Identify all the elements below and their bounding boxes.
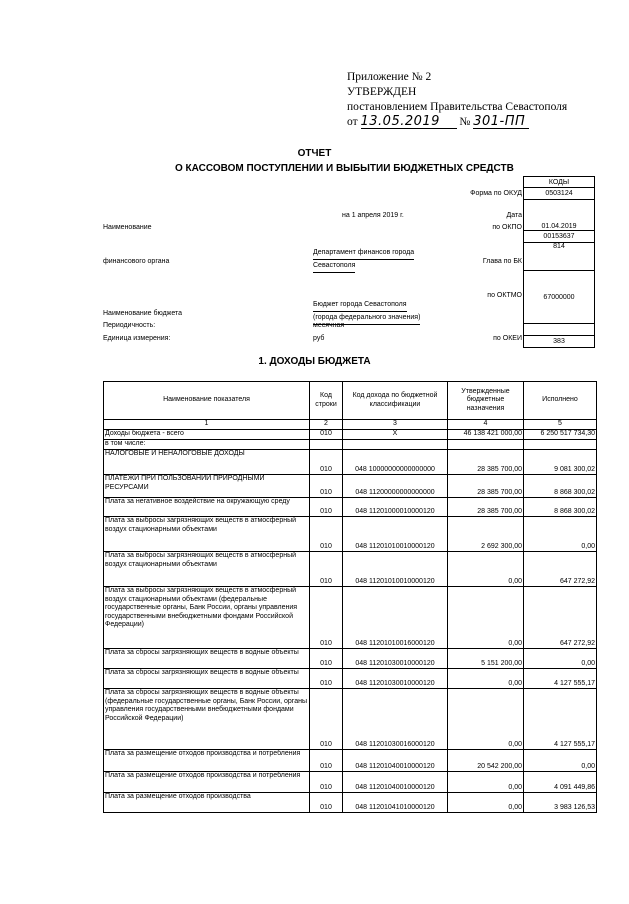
approval-date: 13.05.2019 <box>361 116 457 129</box>
row-line-code: 010 <box>310 498 343 517</box>
row-approved: 0,00 <box>448 552 524 587</box>
table-row <box>104 430 597 440</box>
row-executed: 9 081 300,02 <box>524 450 597 475</box>
header-cell: Код дохода по бюджетной классификации <box>343 382 448 420</box>
okei-code: 383 <box>524 336 595 348</box>
report-title: ОТЧЕТ <box>297 148 332 159</box>
row-line-code: 010 <box>310 689 343 750</box>
row-name: ПЛАТЕЖИ ПРИ ПОЛЬЗОВАНИИ ПРИРОДНЫМИ РЕСУРСАМИ <box>104 475 310 498</box>
row-income-code: 048 11201010016000120 <box>343 587 448 649</box>
row-approved: 0,00 <box>448 669 524 689</box>
oktmo-code: 67000000 <box>524 271 595 324</box>
row-executed: 3 983 126,53 <box>524 793 597 813</box>
table-header-row <box>104 382 597 420</box>
row-executed: 4 127 555,17 <box>524 689 597 750</box>
row-line-code: 010 <box>310 475 343 498</box>
table-row <box>104 587 597 649</box>
period-code <box>524 324 595 336</box>
row-line-code: 010 <box>310 552 343 587</box>
table-row <box>104 498 597 517</box>
period-label: Периодичность: <box>103 322 156 329</box>
header-cell: Исполнено <box>524 382 597 420</box>
fin-org-name: Департамент финансов города Севастополя <box>313 247 414 273</box>
row-name: НАЛОГОВЫЕ И НЕНАЛОГОВЫЕ ДОХОДЫ <box>104 450 310 475</box>
row-income-code: 048 11200000000000000 <box>343 475 448 498</box>
row-line-code: 010 <box>310 772 343 793</box>
table-row <box>104 793 597 813</box>
table-row <box>104 517 597 552</box>
row-approved: 0,00 <box>448 587 524 649</box>
row-approved: 5 151 200,00 <box>448 649 524 669</box>
table-row <box>104 649 597 669</box>
codes-table <box>523 176 595 348</box>
date-code: 01.04.2019 <box>524 200 595 231</box>
col-number: 1 <box>104 420 310 430</box>
row-executed: 4 127 555,17 <box>524 669 597 689</box>
table-row <box>104 450 597 475</box>
row-line-code: 010 <box>310 587 343 649</box>
okpo-code: 00153637 <box>524 231 595 243</box>
row-income-code: 048 11201010010000120 <box>343 552 448 587</box>
row-executed: 0,00 <box>524 649 597 669</box>
row-line-code: 010 <box>310 669 343 689</box>
row-approved: 0,00 <box>448 772 524 793</box>
name-label: Наименование <box>103 224 152 231</box>
report-subtitle: О КАССОВОМ ПОСТУПЛЕНИИ И ВЫБЫТИИ БЮДЖЕТНЫХ СРЕДСТВ <box>175 163 514 174</box>
unit-label: Единица измерения: <box>103 335 171 342</box>
section-title: 1. ДОХОДЫ БЮДЖЕТА <box>258 356 371 367</box>
row-income-code: 048 11201030016000120 <box>343 689 448 750</box>
okud-label: Форма по ОКУД <box>470 190 522 197</box>
table-row <box>104 475 597 498</box>
row-approved: 28 385 700,00 <box>448 450 524 475</box>
row-executed: 647 272,92 <box>524 587 597 649</box>
unit-value: руб <box>313 335 325 342</box>
row-approved: 0,00 <box>448 689 524 750</box>
report-date: на 1 апреля 2019 г. <box>342 212 404 219</box>
approval-date-line <box>347 115 567 130</box>
row-approved: 0,00 <box>448 793 524 813</box>
row-income-code: 048 11201000010000120 <box>343 498 448 517</box>
row-executed: 4 091 449,86 <box>524 772 597 793</box>
row-approved: 46 138 421 000,00 <box>448 430 524 440</box>
row-name: Плата за выбросы загрязняющих веществ в атмосферный воздух стационарными объектами <box>104 517 310 552</box>
number-prefix: № <box>459 116 471 128</box>
approved-label: УТВЕРЖДЕН <box>347 86 417 98</box>
row-income-code: 048 11201040010000120 <box>343 772 448 793</box>
budget-name: Бюджет города Севастополя (города федерального значения) <box>313 299 420 325</box>
date-prefix: от <box>347 116 358 128</box>
row-name: Плата за сбросы загрязняющих веществ в водные объекты (федеральные государственные органы, Банк России, органы управления государственными внебюджетными фондами Российской Федерации) <box>104 689 310 750</box>
table-row <box>104 552 597 587</box>
row-income-code <box>343 440 448 450</box>
glava-label: Глава по БК <box>482 258 522 265</box>
row-income-code: 048 11201030010000120 <box>343 649 448 669</box>
date-label: Дата <box>506 212 522 219</box>
period-value: месячная <box>313 322 345 329</box>
header-cell: Код строки <box>310 382 343 420</box>
row-name: Плата за размещение отходов производства <box>104 793 310 813</box>
okei-label: по ОКЕИ <box>493 335 522 342</box>
row-line-code: 010 <box>310 430 343 440</box>
codes-header: КОДЫ <box>524 177 595 188</box>
row-line-code: 010 <box>310 793 343 813</box>
row-executed: 6 250 517 734,30 <box>524 430 597 440</box>
row-name: Плата за сбросы загрязняющих веществ в водные объекты <box>104 669 310 689</box>
column-number-row <box>104 420 597 430</box>
row-executed: 0,00 <box>524 750 597 772</box>
row-approved: 2 692 300,00 <box>448 517 524 552</box>
row-executed: 8 868 300,02 <box>524 498 597 517</box>
row-executed: 647 272,92 <box>524 552 597 587</box>
appendix-label: Приложение № 2 <box>347 71 432 83</box>
row-income-code: 048 11201041010000120 <box>343 793 448 813</box>
resolution-label: постановлением Правительства Севастополя <box>347 101 568 113</box>
row-name: в том числе: <box>104 440 310 450</box>
row-income-code: 048 11201010010000120 <box>343 517 448 552</box>
row-executed: 0,00 <box>524 517 597 552</box>
table-row <box>104 669 597 689</box>
row-name: Плата за выбросы загрязняющих веществ в атмосферный воздух стационарными объектами <box>104 552 310 587</box>
row-approved: 28 385 700,00 <box>448 475 524 498</box>
row-line-code: 010 <box>310 750 343 772</box>
row-income-code: 048 11201030010000120 <box>343 669 448 689</box>
header-cell: Наименование показателя <box>104 382 310 420</box>
row-line-code <box>310 440 343 450</box>
col-number: 4 <box>448 420 524 430</box>
row-executed: 8 868 300,02 <box>524 475 597 498</box>
col-number: 5 <box>524 420 597 430</box>
row-approved: 28 385 700,00 <box>448 498 524 517</box>
glava-code: 814 <box>524 243 595 271</box>
col-number: 3 <box>343 420 448 430</box>
row-income-code: X <box>343 430 448 440</box>
row-name: Плата за выбросы загрязняющих веществ в атмосферный воздух стационарными объектами (федеральные государственные органы, Банк России, органы управления государственными внебюджетными фондами Российской Федерации) <box>104 587 310 649</box>
approval-number: 301-ПП <box>473 116 529 129</box>
col-number: 2 <box>310 420 343 430</box>
row-approved: 20 542 200,00 <box>448 750 524 772</box>
row-line-code: 010 <box>310 517 343 552</box>
table-row <box>104 689 597 750</box>
okpo-label: по ОКПО <box>492 224 522 231</box>
revenue-table <box>103 381 597 813</box>
table-row <box>104 750 597 772</box>
row-name: Доходы бюджета - всего <box>104 430 310 440</box>
budget-label: Наименование бюджета <box>103 310 183 317</box>
table-row <box>104 440 597 450</box>
row-approved <box>448 440 524 450</box>
oktmo-label: по ОКТМО <box>487 292 522 299</box>
row-income-code: 048 10000000000000000 <box>343 450 448 475</box>
row-name: Плата за размещение отходов производства и потребления <box>104 750 310 772</box>
row-line-code: 010 <box>310 649 343 669</box>
table-row <box>104 772 597 793</box>
row-name: Плата за сбросы загрязняющих веществ в водные объекты <box>104 649 310 669</box>
fin-org-label: финансового органа <box>103 258 170 265</box>
row-name: Плата за размещение отходов производства и потребления <box>104 772 310 793</box>
table-body <box>104 430 597 813</box>
header-cell: Утвержденные бюджетные назначения <box>448 382 524 420</box>
approval-block <box>347 70 567 130</box>
okud-code: 0503124 <box>524 188 595 200</box>
row-income-code: 048 11201040010000120 <box>343 750 448 772</box>
row-line-code: 010 <box>310 450 343 475</box>
row-name: Плата за негативное воздействие на окружающую среду <box>104 498 310 517</box>
row-executed <box>524 440 597 450</box>
